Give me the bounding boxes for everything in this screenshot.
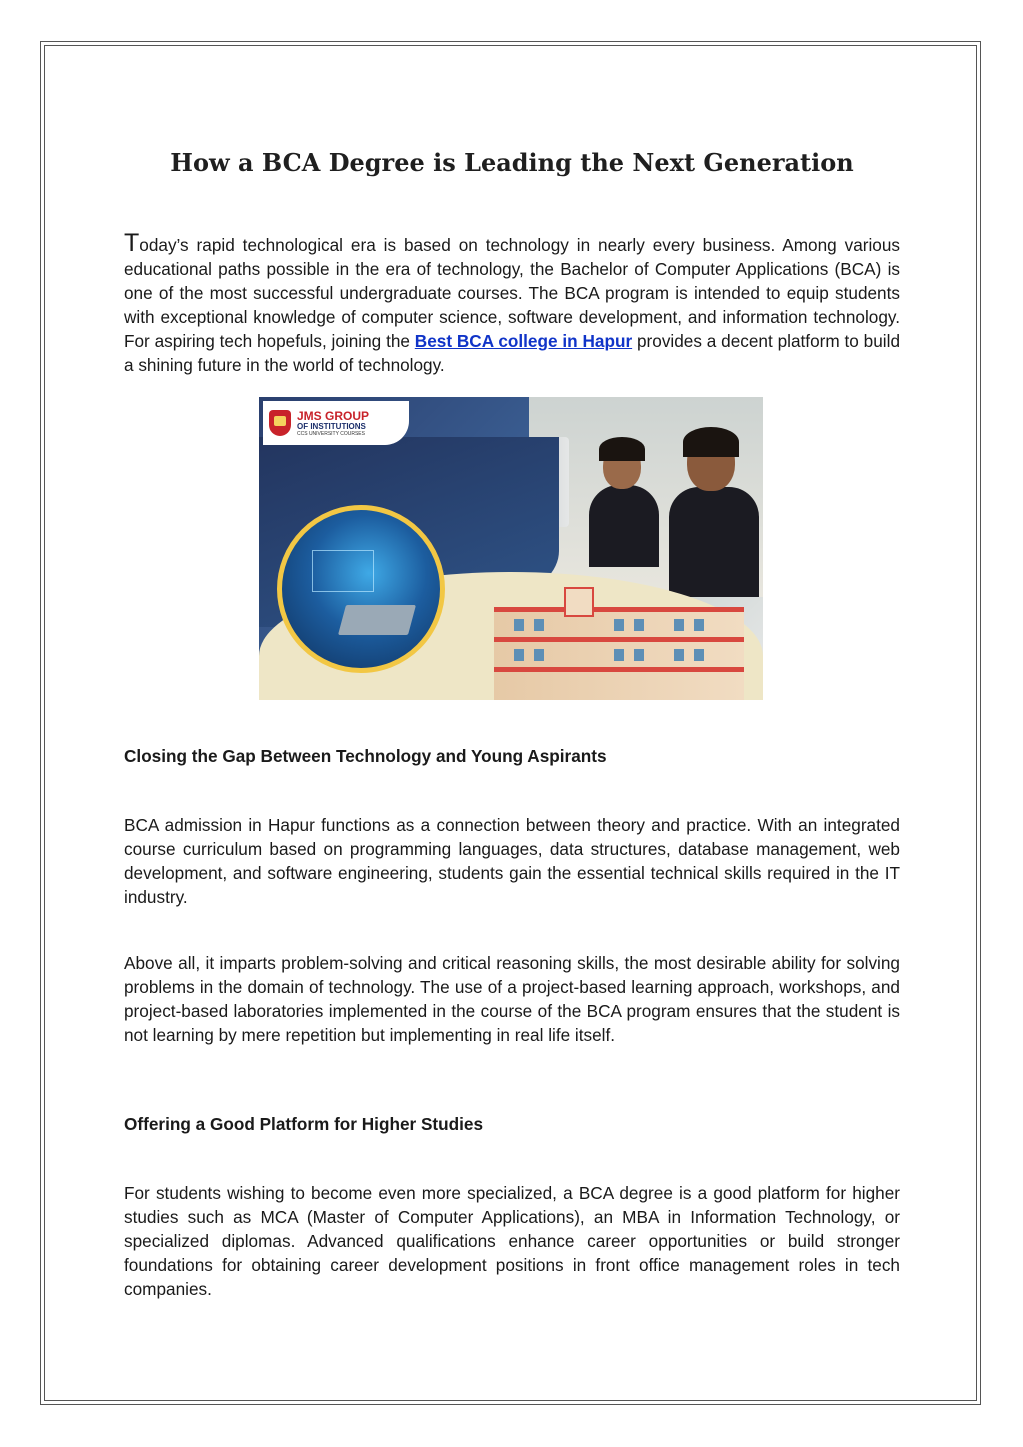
section1-heading: Closing the Gap Between Technology and Young Aspirants [124, 746, 607, 766]
student-graphic-front [669, 427, 759, 597]
logo-line2: OF INSTITUTIONS [297, 421, 366, 431]
section2-paragraph1: For students wishing to become even more specialized, a BCA degree is a good platform for higher studies such as MCA (Master of Computer Applications), an MBA in Information Technology, or specialized diplomas. Advanced qualifications enhance career opportunities or build stronger foundations for obtaining career development positions in front office management roles in tech companies. [124, 1183, 900, 1299]
section1-paragraph2: Above all, it imparts problem-solving and critical reasoning skills, the most desirable ability for solving problems in the domain of technology. The use of a project-based learning approach, workshops, and project-based laboratories implemented in the course of the BCA program ensures that the student is not learning by mere repetition but implementing in real life itself. [124, 953, 900, 1045]
section1-paragraph1: BCA admission in Hapur functions as a connection between theory and practice. With an integrated course curriculum based on programming languages, data structures, database management, web development, and software engineering, students gain the essential technical skills required in the IT industry. [124, 815, 900, 907]
drop-cap: T [124, 229, 140, 257]
intro-text-after-link: provides a decent platform to build a shining future in the world of technology. [124, 331, 901, 375]
jms-logo [263, 401, 409, 445]
jms-emblem-icon [269, 410, 291, 436]
college-building-graphic [474, 577, 763, 700]
intro-paragraph [124, 231, 900, 377]
best-bca-college-link[interactable]: Best BCA college in Hapur [414, 331, 633, 351]
logo-line1: JMS GROUP [297, 408, 370, 423]
tech-circle-graphic [277, 505, 445, 673]
logo-line3: CCS UNIVERSITY COURSES [297, 430, 365, 437]
document-title: How a BCA Degree is Leading the Next Generation [170, 148, 854, 177]
hero-image [259, 397, 763, 700]
intro-text-before-link: oday’s rapid technological era is based on technology in nearly every business. Among various educational paths possible in the era of technology, the Bachelor of Computer Applications (BCA) is one of the most successful undergraduate courses. The BCA program is intended to equip students with exceptional knowledge of computer science, software development, and information technology. For aspiring tech hopefuls, joining the [124, 235, 900, 351]
section2-heading: Offering a Good Platform for Higher Studies [124, 1114, 484, 1134]
student-graphic-back [589, 437, 659, 567]
